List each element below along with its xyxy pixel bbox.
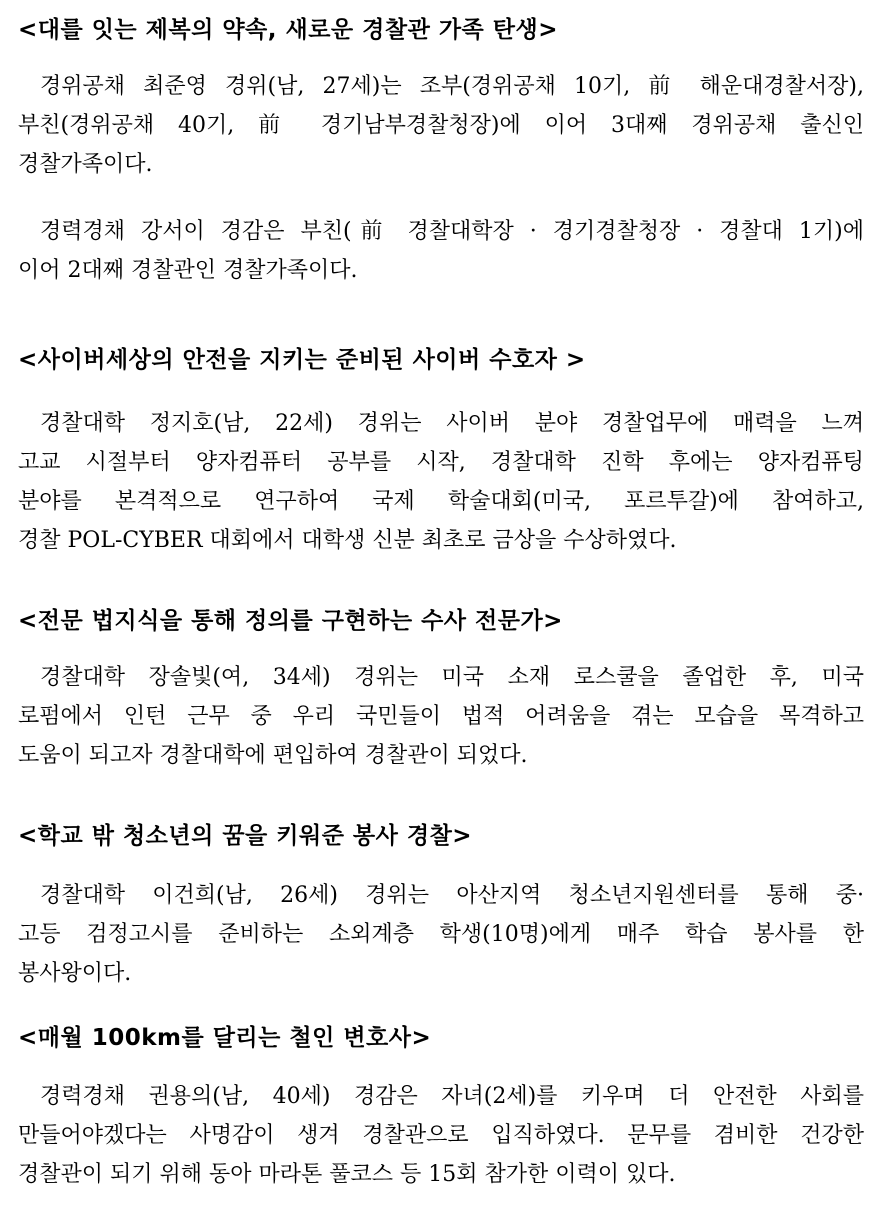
text-line: 경찰가족이다. xyxy=(18,152,153,177)
text-line: 봉사왕이다. xyxy=(18,961,132,986)
text-line: 경찰대학 정지호(남, 22세) 경위는 사이버 분야 경찰업무에 매력을 느껴 xyxy=(40,411,864,436)
text-line: 이어 2대째 경찰관인 경찰가족이다. xyxy=(18,258,358,283)
text-line: 경찰관이 되기 위해 동아 마라톤 풀코스 등 15회 참가한 이력이 있다. xyxy=(18,1162,676,1187)
text-line: 경위공채 최준영 경위(남, 27세)는 조부(경위공채 10기, 前 해운대경찰서장), xyxy=(40,74,864,99)
text-line: 고등 검정고시를 준비하는 소외계층 학생(10명)에게 매주 학습 봉사를 한 xyxy=(18,922,864,947)
text-line: 경찰대학 장솔빛(여, 34세) 경위는 미국 소재 로스쿨을 졸업한 후, 미국 xyxy=(40,665,864,690)
text-line: 고교 시절부터 양자컴퓨터 공부를 시작, 경찰대학 진학 후에는 양자컴퓨팅 xyxy=(18,450,864,475)
text-line: 경력경채 강서이 경감은 부친(前 경찰대학장 · 경기경찰청장 · 경찰대 1기)에 xyxy=(40,219,864,244)
paragraph-family-1 xyxy=(18,67,864,184)
paragraph-family-2 xyxy=(18,212,864,290)
text-line: 경찰대학 이건희(남, 26세) 경위는 아산지역 청소년지원센터를 통해 중· xyxy=(40,883,864,908)
section-heading-ironman: <매월 100km를 달리는 철인 변호사> xyxy=(18,1025,432,1051)
text-line: 분야를 본격적으로 연구하여 국제 학술대회(미국, 포르투갈)에 참여하고, xyxy=(18,489,864,514)
text-line: 경력경채 권용의(남, 40세) 경감은 자녀(2세)를 키우며 더 안전한 사회를 xyxy=(40,1084,864,1109)
text-line: 부친(경위공채 40기, 前 경기남부경찰청장)에 이어 3대째 경위공채 출신인 xyxy=(18,113,864,138)
paragraph-ironman xyxy=(18,1077,864,1194)
paragraph-cyber xyxy=(18,404,864,560)
text-line: 로펌에서 인턴 근무 중 우리 국민들이 법적 어려움을 겪는 모습을 목격하고 xyxy=(18,704,864,729)
section-heading-family: <대를 잇는 제복의 약속, 새로운 경찰관 가족 탄생> xyxy=(18,17,558,43)
paragraph-volunteer xyxy=(18,876,864,993)
section-heading-volunteer: <학교 밖 청소년의 꿈을 키워준 봉사 경찰> xyxy=(18,823,473,849)
text-line: 도움이 되고자 경찰대학에 편입하여 경찰관이 되었다. xyxy=(18,743,528,768)
section-heading-law: <전문 법지식을 통해 정의를 구현하는 수사 전문가> xyxy=(18,608,563,634)
text-line: 만들어야겠다는 사명감이 생겨 경찰관으로 입직하였다. 문무를 겸비한 건강한 xyxy=(18,1123,864,1148)
text-line: 경찰 POL-CYBER 대회에서 대학생 신분 최초로 금상을 수상하였다. xyxy=(18,528,677,553)
section-heading-cyber: <사이버세상의 안전을 지키는 준비된 사이버 수호자 > xyxy=(18,347,586,373)
paragraph-law xyxy=(18,658,864,775)
